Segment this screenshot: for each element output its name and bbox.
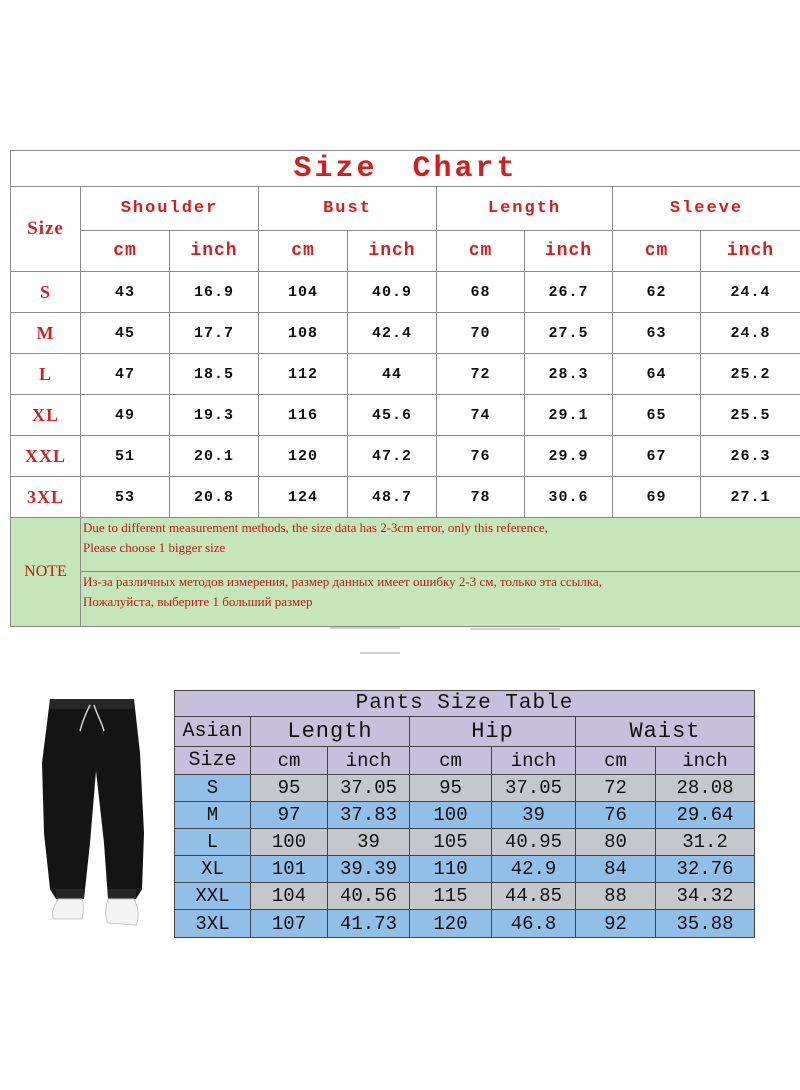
table-cell: 62 bbox=[613, 272, 701, 313]
table-cell: 45 bbox=[81, 313, 170, 354]
table-row bbox=[175, 829, 755, 856]
table-cell: 27.5 bbox=[525, 313, 613, 354]
table-cell: 25.5 bbox=[701, 395, 800, 436]
size-chart-table bbox=[10, 150, 800, 627]
table-cell: 17.7 bbox=[170, 313, 259, 354]
table-cell: 37.83 bbox=[328, 802, 410, 829]
size-label: S bbox=[11, 272, 81, 313]
table-cell: 70 bbox=[437, 313, 525, 354]
table-cell: 47 bbox=[81, 354, 170, 395]
table-cell: 124 bbox=[259, 477, 348, 518]
table-row bbox=[175, 775, 755, 802]
size-label: 3XL bbox=[175, 910, 251, 938]
unit-header: cm bbox=[251, 747, 328, 775]
table-cell: 44 bbox=[348, 354, 437, 395]
table-cell: 72 bbox=[576, 775, 656, 802]
divider bbox=[330, 627, 400, 629]
waist-header: Waist bbox=[576, 717, 755, 747]
table-cell: 24.4 bbox=[701, 272, 800, 313]
size-header: Size bbox=[175, 747, 251, 775]
pants-table-title: Pants Size Table bbox=[175, 691, 755, 717]
table-cell: 108 bbox=[259, 313, 348, 354]
table-cell: 32.76 bbox=[656, 856, 755, 883]
table-cell: 29.9 bbox=[525, 436, 613, 477]
note-english-line-1: Due to different measurement methods, the size data has 2-3cm error, only this reference, bbox=[83, 520, 548, 535]
table-cell: 120 bbox=[259, 436, 348, 477]
bust-header: Bust bbox=[259, 187, 437, 231]
size-label: XXL bbox=[175, 883, 251, 910]
note-russian bbox=[81, 572, 800, 627]
table-row bbox=[11, 354, 800, 395]
table-cell: 39 bbox=[328, 829, 410, 856]
table-cell: 30.6 bbox=[525, 477, 613, 518]
note-russian-line-2: Пожалуйста, выберите 1 больший размер bbox=[83, 594, 313, 609]
shoulder-header: Shoulder bbox=[81, 187, 259, 231]
length-header: Length bbox=[251, 717, 410, 747]
table-cell: 104 bbox=[259, 272, 348, 313]
table-cell: 31.2 bbox=[656, 829, 755, 856]
note-english-line-2: Please choose 1 bigger size bbox=[83, 540, 226, 555]
table-cell: 39 bbox=[492, 802, 576, 829]
table-cell: 40.9 bbox=[348, 272, 437, 313]
table-cell: 28.08 bbox=[656, 775, 755, 802]
table-cell: 78 bbox=[437, 477, 525, 518]
table-cell: 45.6 bbox=[348, 395, 437, 436]
unit-header: inch bbox=[328, 747, 410, 775]
unit-header: cm bbox=[259, 231, 348, 272]
divider bbox=[360, 652, 400, 654]
table-cell: 97 bbox=[251, 802, 328, 829]
table-cell: 42.9 bbox=[492, 856, 576, 883]
table-cell: 41.73 bbox=[328, 910, 410, 938]
table-cell: 39.39 bbox=[328, 856, 410, 883]
jogger-pants-icon bbox=[36, 693, 156, 937]
hip-header: Hip bbox=[410, 717, 576, 747]
table-cell: 34.32 bbox=[656, 883, 755, 910]
table-cell: 25.2 bbox=[701, 354, 800, 395]
size-label: M bbox=[11, 313, 81, 354]
table-cell: 42.4 bbox=[348, 313, 437, 354]
unit-header: cm bbox=[437, 231, 525, 272]
table-cell: 40.95 bbox=[492, 829, 576, 856]
table-cell: 107 bbox=[251, 910, 328, 938]
table-cell: 26.7 bbox=[525, 272, 613, 313]
table-cell: 24.8 bbox=[701, 313, 800, 354]
table-row bbox=[11, 313, 800, 354]
table-cell: 37.05 bbox=[328, 775, 410, 802]
unit-header: inch bbox=[348, 231, 437, 272]
table-cell: 69 bbox=[613, 477, 701, 518]
divider bbox=[470, 628, 560, 630]
table-row bbox=[175, 856, 755, 883]
length-header: Length bbox=[437, 187, 613, 231]
unit-header: cm bbox=[81, 231, 170, 272]
pants-size-table bbox=[174, 690, 755, 938]
size-label: XXL bbox=[11, 436, 81, 477]
table-cell: 53 bbox=[81, 477, 170, 518]
table-row bbox=[11, 436, 800, 477]
table-cell: 20.8 bbox=[170, 477, 259, 518]
table-cell: 112 bbox=[259, 354, 348, 395]
table-cell: 74 bbox=[437, 395, 525, 436]
table-cell: 64 bbox=[613, 354, 701, 395]
table-row bbox=[175, 802, 755, 829]
asian-header: Asian bbox=[175, 717, 251, 747]
note-english bbox=[81, 518, 800, 572]
sleeve-header: Sleeve bbox=[613, 187, 800, 231]
table-cell: 76 bbox=[576, 802, 656, 829]
table-cell: 72 bbox=[437, 354, 525, 395]
table-cell: 100 bbox=[410, 802, 492, 829]
table-cell: 28.3 bbox=[525, 354, 613, 395]
table-cell: 47.2 bbox=[348, 436, 437, 477]
table-cell: 120 bbox=[410, 910, 492, 938]
table-cell: 88 bbox=[576, 883, 656, 910]
table-cell: 63 bbox=[613, 313, 701, 354]
table-cell: 65 bbox=[613, 395, 701, 436]
unit-header: inch bbox=[701, 231, 800, 272]
size-column-header: Size bbox=[11, 187, 81, 272]
table-cell: 29.1 bbox=[525, 395, 613, 436]
unit-header: cm bbox=[576, 747, 656, 775]
note-russian-line-1: Из-за различных методов измерения, размер данных имеет ошибку 2-3 см, только эта ссылка, bbox=[83, 574, 602, 589]
table-row bbox=[11, 477, 800, 518]
unit-header: inch bbox=[656, 747, 755, 775]
table-cell: 101 bbox=[251, 856, 328, 883]
table-cell: 100 bbox=[251, 829, 328, 856]
size-label: L bbox=[175, 829, 251, 856]
size-chart-title: Size Chart bbox=[11, 151, 800, 187]
table-cell: 95 bbox=[251, 775, 328, 802]
table-cell: 27.1 bbox=[701, 477, 800, 518]
table-cell: 20.1 bbox=[170, 436, 259, 477]
table-cell: 40.56 bbox=[328, 883, 410, 910]
size-label: XL bbox=[11, 395, 81, 436]
table-cell: 51 bbox=[81, 436, 170, 477]
table-cell: 84 bbox=[576, 856, 656, 883]
table-cell: 18.5 bbox=[170, 354, 259, 395]
table-cell: 68 bbox=[437, 272, 525, 313]
table-cell: 95 bbox=[410, 775, 492, 802]
table-cell: 49 bbox=[81, 395, 170, 436]
unit-header: cm bbox=[613, 231, 701, 272]
table-cell: 35.88 bbox=[656, 910, 755, 938]
table-row bbox=[11, 272, 800, 313]
table-cell: 92 bbox=[576, 910, 656, 938]
table-cell: 16.9 bbox=[170, 272, 259, 313]
unit-header: cm bbox=[410, 747, 492, 775]
unit-header: inch bbox=[170, 231, 259, 272]
table-cell: 105 bbox=[410, 829, 492, 856]
table-cell: 67 bbox=[613, 436, 701, 477]
size-label: M bbox=[175, 802, 251, 829]
table-row bbox=[175, 910, 755, 938]
table-cell: 19.3 bbox=[170, 395, 259, 436]
table-cell: 44.85 bbox=[492, 883, 576, 910]
unit-header: inch bbox=[492, 747, 576, 775]
table-cell: 43 bbox=[81, 272, 170, 313]
size-label: L bbox=[11, 354, 81, 395]
size-label: XL bbox=[175, 856, 251, 883]
table-cell: 29.64 bbox=[656, 802, 755, 829]
table-cell: 76 bbox=[437, 436, 525, 477]
table-cell: 48.7 bbox=[348, 477, 437, 518]
table-cell: 115 bbox=[410, 883, 492, 910]
size-label: S bbox=[175, 775, 251, 802]
table-cell: 37.05 bbox=[492, 775, 576, 802]
table-row bbox=[11, 395, 800, 436]
table-cell: 26.3 bbox=[701, 436, 800, 477]
table-row bbox=[175, 883, 755, 910]
table-cell: 46.8 bbox=[492, 910, 576, 938]
table-cell: 110 bbox=[410, 856, 492, 883]
unit-header: inch bbox=[525, 231, 613, 272]
table-cell: 80 bbox=[576, 829, 656, 856]
note-label: NOTE bbox=[11, 518, 81, 627]
table-cell: 116 bbox=[259, 395, 348, 436]
size-label: 3XL bbox=[11, 477, 81, 518]
table-cell: 104 bbox=[251, 883, 328, 910]
